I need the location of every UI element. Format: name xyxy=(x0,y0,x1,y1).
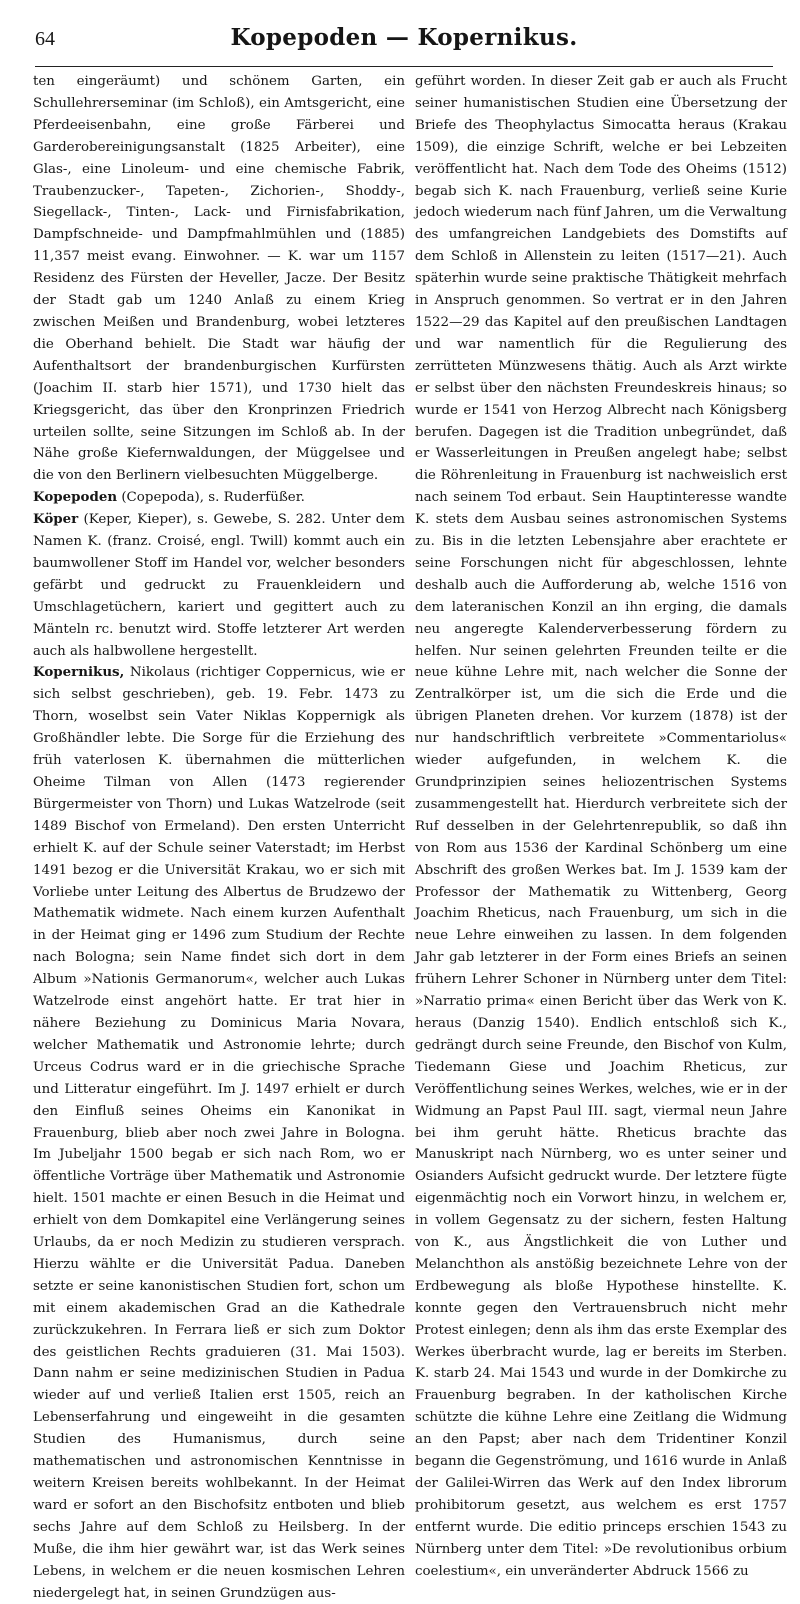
running-title: Kopepoden — Kopernikus. xyxy=(230,24,578,51)
entry-text: (Keper, Kieper), s. Gewebe, S. 282. Unter dem Namen K. (franz. Croisé, engl. Twill) kommt auch ein baumwollener Stoff im Handel vor, welcher besonders gefärbt und gedruckt zu Frauenkleidern und Umschlagetüchern, kariert und gegittert auch zu Mänteln rc. benutzt wird. Stoffe letzterer Art werden auch als halbwollene hergestellt. xyxy=(33,512,405,659)
entry-koeper xyxy=(33,509,405,662)
header-rule xyxy=(35,66,773,67)
right-column xyxy=(415,71,787,1579)
entry-text: (Copepoda), s. Ruderfüßer. xyxy=(117,490,305,506)
continued-paragraph: geführt worden. In dieser Zeit gab er auch als Frucht seiner humanistischen Studien eine Übersetzung der Briefe des Theophylactus Simocatta heraus (Krakau 1509), die einzige Schrift, welche er bei Lebzeiten veröffentlicht hat. Nach dem Tode des Oheims (1512) begab sich K. nach Frauenburg, verließ seine Kurie jedoch wiederum nach fünf Jahren, um die Verwaltung des umfangreichen Landgebiets des Domstifts auf dem Schloß in Allenstein zu leiten (1517—21). Auch späterhin wurde seine praktische Thätigkeit mehrfach in Anspruch genommen. So vertrat er in den Jahren 1522—29 das Kapitel auf den preußischen Landtagen und war namentlich für die Regulierung des zerrütteten Münzwesens thätig. Auch als Arzt wirkte er selbst über den nächsten Freundeskreis hinaus; so wurde er 1541 von Herzog Albrecht nach Königsberg berufen. Dagegen ist die Tradition unbegründet, daß er Wasserleitungen in Preußen angelegt habe; selbst die Röhrenleitung in Frauenburg ist nachweislich erst nach seinem Tod erbaut. Sein Hauptinteresse wandte K. stets dem Ausbau seines astronomischen Systems zu. Bis in die letzten Lebensjahre aber erachtete er seine Forschungen nicht für abgeschlossen, lehnte deshalb auch die Aufforderung ab, welche 1516 von dem lateranischen Konzil an ihn erging, die damals neu angeregte Kalenderverbesserung fördern zu helfen. Nur seinen gelehrten Freunden teilte er die neue kühne Lehre mit, nach welcher die Sonne der Zentralkörper ist, um die sich die Erde und die übrigen Planeten drehen. Vor kurzem (1878) ist der nur handschriftlich verbreitete »Commentariolus« wieder aufgefunden, in welchem K. die Grundprinzipien seines heliozentrischen Systems zusammengestellt hat. Hierdurch verbreitete sich der Ruf desselben in der Gelehrtenrepublik, so daß ihn von Rom aus 1536 der Kardinal Schönberg um eine Abschrift des großen Werkes bat. Im J. 1539 kam der Professor der Mathematik zu Wittenberg, Georg Joachim Rheticus, nach Frauenburg, um sich in die neue Lehre einweihen zu lassen. In dem folgenden Jahr gab letzterer in der Form eines Briefs an seinen frühern Lehrer Schoner in Nürnberg unter dem Titel: »Narratio prima« einen Bericht über das Werk von K. heraus (Danzig 1540). Endlich entschloß sich K., gedrängt durch seine Freunde, den Bischof von Kulm, Tiedemann Giese und Joachim Rheticus, zur Veröffentlichung seines Werkes, welches, wie er in der Widmung an Papst Paul III. sagt, viermal neun Jahre bei ihm geruht hätte. Rheticus brachte das Manuskript nach Nürnberg, wo es unter seiner und Osianders Aufsicht gedruckt wurde. Der letztere fügte eigenmächtig noch ein Vorwort hinzu, in welchem er, in vollem Gegensatz zu der sichern, festen Haltung von K., aus Ängstlichkeit die von Luther und Melanchthon als anstößig bezeichnete Lehre von der Erdbewegung als bloße Hypothese hinstellte. K. konnte gegen den Vertrauensbruch nicht mehr Protest einlegen; denn als ihm das erste Exemplar des Werkes überbracht wurde, lag er bereits im Sterben. K. starb 24. Mai 1543 und wurde in der Domkirche zu Frauenburg begraben. In der katholischen Kirche schützte die kühne Lehre eine Zeitlang die Widmung an den Papst; aber nach dem Tridentiner Konzil begann die Gegenströmung, und 1616 wurde in Anlaß der Galilei-Wirren das Werk auf den Index librorum prohibitorum gesetzt, aus welchem es erst 1757 entfernt wurde. Die editio princeps erschien 1543 zu Nürnberg unter dem Titel: »De revolutionibus orbium coelestium«, ein unveränderter Abdruck 1566 zu xyxy=(415,74,787,1579)
page-header xyxy=(35,18,773,60)
entry-kopernikus xyxy=(33,662,405,1604)
entry-headword: Kopernikus, xyxy=(33,664,125,681)
page-number: 64 xyxy=(35,28,55,50)
continued-paragraph: ten eingeräumt) und schönem Garten, ein Schullehrerseminar (im Schloß), ein Amtsgericht, eine Pferdeeisenbahn, eine große Färberei und Garderobereinigungsanstalt (1825 Arbeiter), eine Glas-, eine Linoleum- und eine chemische Fabrik, Traubenzucker-, Tapeten-, Zichorien-, Shoddy-, Siegellack-, Tinten-, Lack- und Firnisfabrikation, Dampfschneide- und Dampfmahlmühlen und (1885) 11,357 meist evang. Einwohner. — K. war um 1157 Residenz des Fürsten der Heveller, Jacze. Der Besitz der Stadt gab um 1240 Anlaß zu einem Krieg zwischen Meißen und Brandenburg, wobei letzteres die Oberhand behielt. Die Stadt war häufig der Aufenthaltsort der brandenburgischen Kurfürsten (Joachim II. starb hier 1571), und 1730 hielt das Kriegsgericht, das über den Kronprinzen Friedrich urteilen sollte, seine Sitzungen im Schloß ab. In der Nähe große Kiefernwaldungen, der Müggelsee und die von den Berlinern vielbesuchten Müggelberge. xyxy=(33,74,405,484)
entry-kopepoden xyxy=(33,487,405,509)
entry-headword: Kopepoden xyxy=(33,489,118,506)
left-column xyxy=(33,71,405,1601)
entry-text: Nikolaus (richtiger Coppernicus, wie er sich selbst geschrieben), geb. 19. Febr. 1473 zu Thorn, woselbst sein Vater Niklas Koppernigk als Großhändler lebte. Die Sorge für die Erziehung des früh vaterlosen K. übernahmen die mütterlichen Oheime Tilman von Allen (1473 regierender Bürgermeister von Thorn) und Lukas Watzelrode (seit 1489 Bischof von Ermeland). Den ersten Unterricht erhielt K. auf der Schule seiner Vaterstadt; im Herbst 1491 bezog er die Universität Krakau, wo er sich mit Vorliebe unter Leitung des Albertus de Brudzewo der Mathematik widmete. Nach einem kurzen Aufenthalt in der Heimat ging er 1496 zum Studium der Rechte nach Bologna; sein Name findet sich dort in dem Album »Nationis Germanorum«, welcher auch Lukas Watzelrode einst angehört hatte. Er trat hier in nähere Beziehung zu Dominicus Maria Novara, welcher Mathematik und Astronomie lehrte; durch Urceus Codrus ward er in die griechische Sprache und Litteratur eingeführt. Im J. 1497 erhielt er durch den Einfluß seines Oheims ein Kanonikat in Frauenburg, blieb aber noch zwei Jahre in Bologna. Im Jubeljahr 1500 begab er sich nach Rom, wo er öffentliche Vorträge über Mathematik und Astronomie hielt. 1501 machte er einen Besuch in die Heimat und erhielt von dem Domkapitel eine Verlängerung seines Urlaubs, da er noch Medizin zu studieren versprach. Hierzu wählte er die Universität Padua. Daneben setzte er seine kanonistischen Studien fort, schon um mit einem akademischen Grad an die Kathedrale zurückzukehren. In Ferrara ließ er sich zum Doktor des geistlichen Rechts graduieren (31. Mai 1503). Dann nahm er seine medizinischen Studien in Padua wieder auf und verließ Italien erst 1505, reich an Lebenserfahrung und eingeweiht in die gesamten Studien des Humanismus, durch seine mathematischen und astronomischen Kenntnisse in weitern Kreisen bereits wohlbekannt. In der Heimat ward er sofort an den Bischofsitz entboten und blieb sechs Jahre auf dem Schloß zu Heilsberg. In der Muße, die ihm hier gewährt war, ist das Werk seines Lebens, in welchem er die neuen kosmischen Lehren niedergelegt hat, in seinen Grundzügen aus- xyxy=(33,665,405,1601)
entry-headword: Köper xyxy=(33,511,79,528)
